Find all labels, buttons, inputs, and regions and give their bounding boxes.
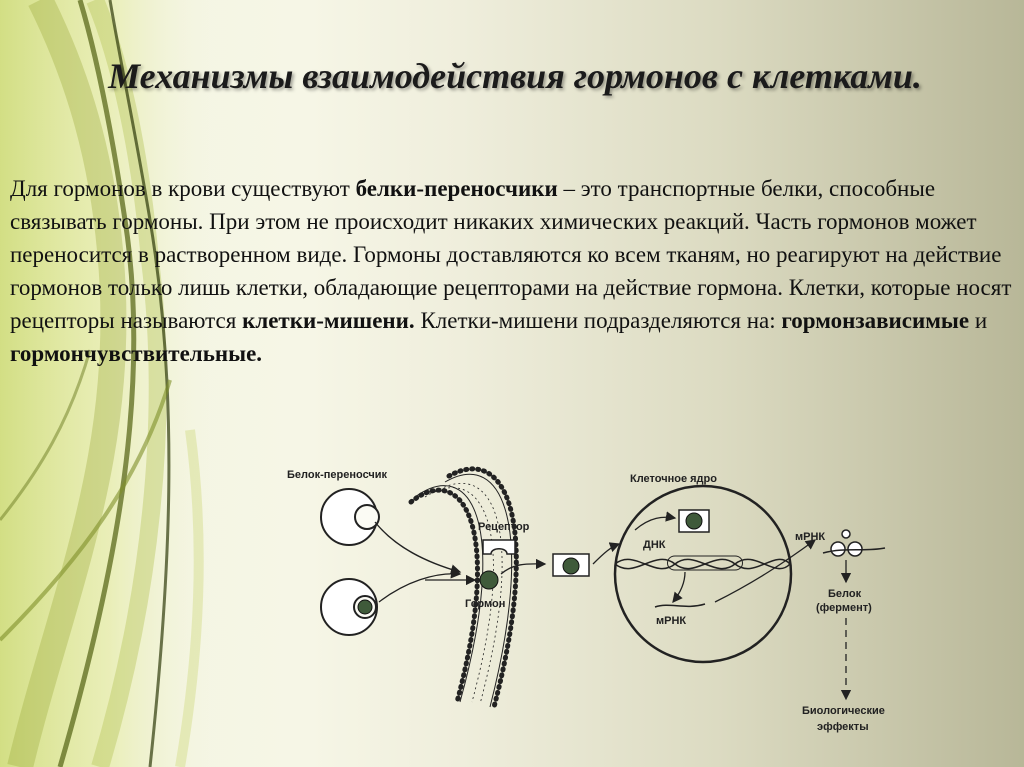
- carrier-protein-bottom: [321, 579, 377, 635]
- paragraph-segment: Клетки-мишени подразделяются на:: [414, 308, 782, 333]
- paragraph-segment: и: [969, 308, 988, 333]
- paragraph-segment: Для гормонов в крови существуют: [10, 176, 356, 201]
- hormone-receptor-complex: [553, 554, 589, 576]
- paragraph-term-carrier-proteins: белки-переносчики: [355, 176, 558, 201]
- dna-helix: [615, 556, 790, 570]
- paragraph-term-hormone-sensitive: гормончувствительные.: [10, 341, 263, 366]
- hormone-icon: [480, 571, 498, 589]
- label-hormone: Гормон: [465, 598, 506, 610]
- label-biological: Биологические: [802, 705, 885, 717]
- label-effects: эффекты: [817, 721, 869, 733]
- label-nucleus: Клеточное ядро: [630, 473, 717, 485]
- label-protein: Белок: [828, 588, 862, 600]
- arrow-hormone-to-receptor: [501, 564, 545, 574]
- paragraph-term-target-cells: клетки-мишени.: [242, 308, 415, 333]
- label-receptor: Рецептор: [478, 521, 530, 533]
- slide-title: Механизмы взаимодействия гормонов с клетками.: [108, 56, 922, 96]
- paragraph-segment: – это транспортные белки, способные связывать гормоны. При этом не происходит никаких химических реакций. Часть гормонов может переносится в растворенном виде. Гормоны доставляются ко всем тканям, но реагируют на действие гормонов только лишь клетки, обладающие рецепторами на действие гормона. Клетки, которые носят рецепторы называются: [10, 176, 1012, 333]
- label-mrna-outer: мРНК: [795, 531, 826, 543]
- paragraph-term-hormone-dependent: гормонзависимые: [781, 308, 970, 333]
- ribosome-icon: [823, 530, 885, 556]
- carrier-protein-top: [321, 489, 379, 545]
- label-dna: ДНК: [643, 539, 666, 551]
- label-mrna-inner: мРНК: [656, 615, 687, 627]
- nucleus-complex: [679, 510, 709, 532]
- body-paragraph: [10, 172, 1015, 370]
- arrow-carrier-bottom-to-membrane: [379, 574, 460, 602]
- receptor-icon: [483, 540, 515, 554]
- arrow-to-nucleus-complex: [635, 517, 675, 530]
- label-enzyme: (фермент): [816, 602, 872, 614]
- hormone-cell-interaction-diagram: [275, 452, 935, 752]
- label-carrier-protein: Белок-переносчик: [287, 469, 388, 481]
- arrow-dna-to-mrna: [673, 572, 685, 602]
- arrow-mrna-export: [715, 540, 815, 602]
- mrna-strand-inner: [655, 604, 705, 607]
- cell-membrane: [411, 469, 516, 707]
- arrow-carrier-top-to-membrane: [375, 522, 460, 572]
